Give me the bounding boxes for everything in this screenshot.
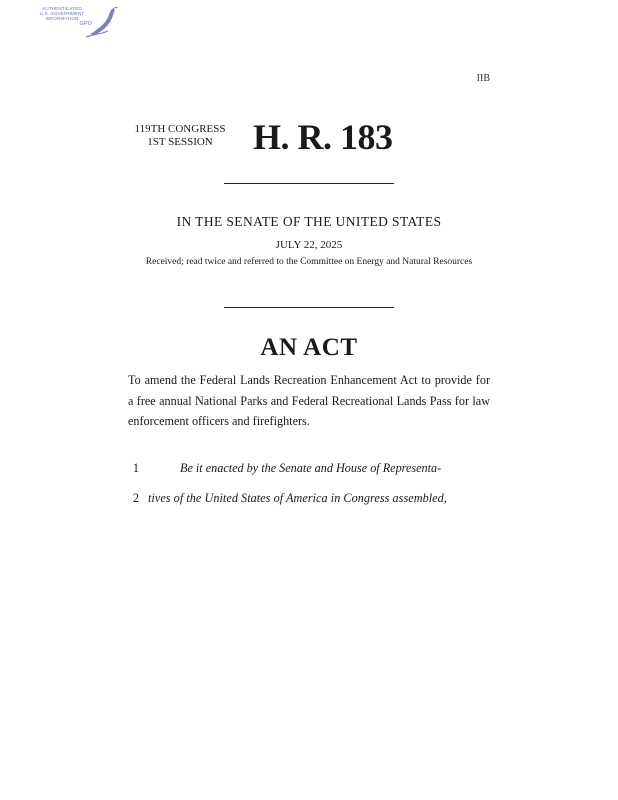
divider xyxy=(224,307,394,308)
line-number: 1 xyxy=(132,461,139,475)
enacting-clause-line: Be it enacted by the Senate and House of Representa- xyxy=(180,461,442,475)
gpo-authenticated-logo xyxy=(28,4,120,38)
purpose-lead: To xyxy=(128,373,141,387)
line-number: 2 xyxy=(132,491,139,505)
congress-label: 119TH CONGRESS xyxy=(134,123,226,135)
bill-number: H. R. 183 xyxy=(253,117,393,157)
gpo-logo-text: AUTHENTICATED U.S. GOVERNMENT INFORMATION GPO xyxy=(39,6,92,27)
action-date: JULY 22, 2025 xyxy=(275,239,343,251)
divider xyxy=(224,183,394,184)
congress-session xyxy=(128,123,232,149)
referral-statement: Received; read twice and referred to the Committee on Energy and Natural Resources xyxy=(145,257,473,267)
session-label: 1ST SESSION xyxy=(147,136,213,148)
page-code: IIB xyxy=(476,73,490,84)
act-title: AN ACT xyxy=(260,334,358,361)
chamber-heading: IN THE SENATE OF THE UNITED STATES xyxy=(176,214,442,229)
eagle-icon xyxy=(84,4,120,38)
purpose-text: amend the Federal Lands Recreation Enhancement Act to provide for a free annual National Parks and Federal Recreational Lands Pass for law enforcement officers and firefighters. xyxy=(128,373,491,428)
enacting-clause-line: tives of the United States of America in Congress assembled, xyxy=(148,491,447,505)
purpose-statement xyxy=(128,370,490,432)
